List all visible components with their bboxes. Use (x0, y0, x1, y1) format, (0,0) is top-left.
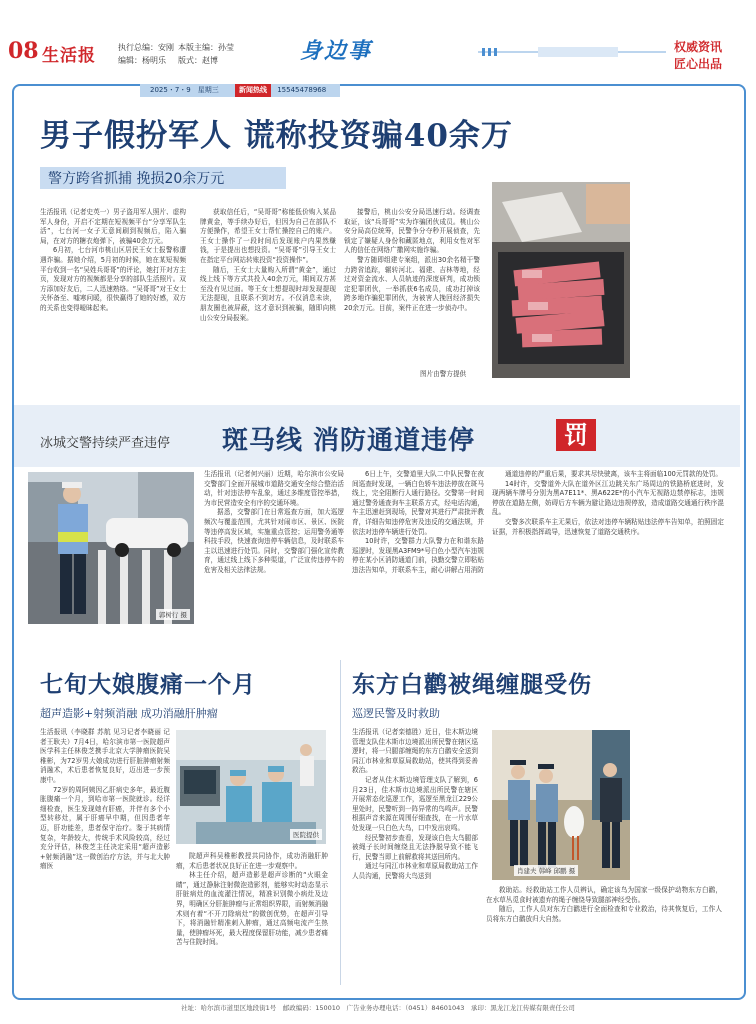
page-chief: 本版主编：孙莹 (178, 43, 234, 52)
section-title: 生活报 (42, 46, 96, 66)
story4-photo (492, 730, 630, 880)
dateline (140, 84, 340, 97)
story1-paragraph: 随后，王女士大量购入所谓“黄金”，通过线上线下等方式共投入40余万元，期间双方甚至没有见过面。等王女士想提现时却发现提现无法提现，且联系不到对方。不仅消息未读，朋友圈也被屏蔽，这才意识到被骗，随即向桃山公安分局报案。 (200, 265, 336, 322)
footer-info: 社址：哈尔滨市道里区地段街1号 邮政编码：150010 广告业务办理电话：（0451）84601043 承印：黑龙江龙江传媒有限责任公司 (181, 1004, 575, 1012)
story3-photo-credit: 医院提供 (290, 829, 322, 840)
column-banner: 身边事 (300, 38, 373, 64)
story3-paragraph: 院超声科吴稚彬教授共同协作，成功消融肝肿瘤，术后患者状况良好正在进一步观察中。 (176, 852, 328, 870)
story3-paragraph: 林主任介绍，超声造影是超声诊断的“火眼金睛”，通过静脉注射微泡造影剂，能够实时动态显示肝脏病灶的血流灌注情况，精准识别微小病灶及边界，明确区分肝脏肿瘤与正常组织界限，而射频消融术则有着“不开刀除病灶”的微创优势，在超声引导下，将消融针精准刺入肿瘤，通过高频电流产生热量，使肿瘤坏死，最大程度保留肝功能，减少患者痛苦与住院时间。 (176, 871, 328, 947)
story4-paragraph: 救助站。经救助站工作人员辨认，确定该鸟为国家一级保护动物东方白鹳，在水草丛觅食时被遗弃的绳子缠绕导致腿部神经受伤。 (486, 886, 722, 904)
story2-column-1 (204, 470, 344, 646)
story1-paragraph: 6月初，七台河市桃山区居民王女士报警称遭遇诈骗。据她介绍，5月初的时候，她在某短视频平台收到一名“吴姓兵哥哥”的评论，她打开对方主页，发现对方的视频都是分享的部队生活照片。双方添加好友后，二人迅速熟络。“吴哥哥”对王女士关怀备至、嘘寒问暖，很快赢得了她的好感，双方的关系也变得暧昧起来。 (40, 246, 186, 312)
story2-photo-credit: 郭树行 摄 (156, 609, 190, 620)
story2-paragraph: 6日上午，交警道里大队二中队民警在夜间巡查时发现，一辆白色轿车违法停放在斑马线上，完全阻断行人通行路径。交警第一时间通过警务通查询车主联系方式，经电话沟通，车主迅速赶到现场，民警对其进行严肃批评教育，详细告知违停危害及违反的交通法规，并依法对违停车辆进行处罚。 (352, 470, 484, 536)
story4-paragraph: 生活报讯（记者栾德胜）近日，佳木斯边境管理支队佳木斯市边境派出所民警在辖区巡逻时，将一只腿部缠绳的东方白鹳安全送到同江市林业和草原局救助站，使其得到妥善救治。 (352, 728, 478, 775)
slogan-line-2: 匠心出品 (674, 57, 723, 71)
story1-photo-credit: 图片由警方提供 (420, 370, 467, 378)
story4-column-2 (486, 886, 722, 984)
story4-paragraph: 经民警初步查看，发现该白色大鸟腿部被绳子长时间缠绕且无法挣脱导致不能飞行，民警当即上前解救将其送回所内。 (352, 833, 478, 861)
column-divider (340, 660, 341, 985)
hotline-number: 15545478968 (277, 86, 327, 94)
hotline-label: 新闻热线 (235, 84, 271, 97)
story1-column-2 (200, 208, 336, 396)
story4-photo-credit: 肖建夫 韩峰 邱鹏 摄 (514, 865, 578, 876)
story2-column-3 (492, 470, 724, 646)
story2-paragraph: 通道违停的严重后果，要求其尽快驶离，该车主将面临100元罚款的处罚。 (505, 470, 722, 478)
story2-paragraph: 交警多次联系车主无果后，依法对违停车辆粘贴违法停车告知单，拍照固定证据，并积极指挥疏导，迅速恢复了道路交通秩序。 (492, 517, 724, 536)
story1-paragraph: 接警后，桃山公安分局迅速行动。经调查取证，该“兵哥哥”实为诈骗团伙成员。桃山公安分局高位统筹，民警争分夺秒开展侦查，先锁定了嫌疑人身份和藏匿地点，利用女性对军人的信任在网络广撒网实施诈骗。 (344, 208, 480, 255)
story3-column-1 (40, 728, 170, 980)
story2-paragraph: 生活报讯（记者何兴丽）近期，哈尔滨市公安局交警部门全面开展城市道路交通安全综合整治活动，针对违法停车乱象，通过多维度管控举措，为市民营造安全有序的交通环境。 (204, 470, 344, 507)
issue-date: 2025・7・9 星期三 (150, 86, 219, 94)
story1-paragraph: 获取信任后，“吴哥哥”称能低价购入某品牌黄金，等手续办好后，但因为自己在部队不方便操作，希望王女士帮忙操控自己的账户。王女士操作了一段时间后发现账户内果然赚钱，于是提出也想投资。“吴哥哥”引导王女士在指定平台网站转账投资“投资操作”。 (200, 208, 336, 264)
stripes-icon (478, 45, 666, 59)
header-decoration (478, 44, 666, 58)
story3-column-2 (176, 852, 328, 986)
story2-photo (28, 472, 194, 624)
story2-paragraph: 据悉，交警部门在日常巡查方面，加大巡逻频次与覆盖范围，尤其针对闹市区、景区、医院等违停高发区域，实施重点管控；运用警务通等科技手段，快速查询违停车辆信息，及时联系车主以迅速进行处罚。同时，交警部门强化宣传教育，通过线上线下多种渠道，广泛宣传违停车的危害及相关法律法规。 (204, 508, 344, 574)
story1-paragraph: 警方随即组建专案组，派出30余名精干警力跨省追踪，辗转河北、福建、吉林等地，经过对资金流水、人员轨迹的深度研判，成功锁定犯罪团伙，一举抓获6名成员，成功打掉该跨多地诈骗犯罪团伙，为被害人挽回经济损失20余万元。目前，案件正在进一步侦办中。 (344, 255, 480, 312)
story1-paragraph: 生活报讯（记者史英一）男子盗用军人照片、虚构军人身份，开启不定期在短视频平台“分享军队生活”，七台河一女子无意间刷到视频后，陷入骗局，在对方的糖衣炮弹下，被骗40余万元。 (40, 208, 186, 245)
story3-headline: 七旬大娘腹痛一个月 (40, 671, 256, 698)
story1-headline: 男子假扮军人 谎称投资骗40余万 (40, 118, 513, 154)
editor-credit: 编辑：杨明乐 (118, 56, 166, 65)
story3-subheadline: 超声造影+射频消融 成功消融肝肿瘤 (40, 707, 218, 720)
exec-editor: 执行总编：安刚 (118, 43, 174, 52)
story4-column-1 (352, 728, 478, 980)
story4-paragraph: 通过与同江市林业和草原局救助站工作人员沟通，民警将大鸟送到 (352, 862, 478, 880)
story4-subheadline: 巡逻民警及时救助 (352, 707, 440, 720)
traffic-officer-photo-icon (28, 472, 194, 624)
story1-photo (492, 182, 630, 378)
design-credit: 版式：赵博 (178, 56, 218, 65)
story1-subheadline: 警方跨省抓捕 挽损20余万元 (48, 171, 225, 187)
story4-paragraph: 随后，工作人员对东方白鹳进行全面检查和专业救治，待其恢复后，工作人员将东方白鹳放归大自然。 (486, 905, 722, 923)
story2-subheadline: 冰城交警持续严查违停 (40, 436, 171, 451)
story2-paragraph: 10时许，交警群力大队警力在和谐东路巡逻时，发现黑A3FM9*号白色小型汽车违规停在某小区消防通道门前，执勤交警立即粘贴违法告知单，并联系车主，耐心讲解占用消防 (352, 537, 484, 574)
page-number: 08 (8, 38, 39, 64)
story1-column-1 (40, 208, 186, 396)
story4-headline: 东方白鹳被绳缠腿受伤 (352, 671, 592, 698)
penalty-badge: 罚 (556, 419, 596, 451)
story3-photo (176, 730, 326, 844)
story4-paragraph: 记者从佳木斯边境管理支队了解到，6月23日，佳木斯市边境派出所民警在辖区开展常态化巡逻工作，巡逻至黑龙江229公里处时，民警听到一阵异常的鸟鸣声。民警根据声音来源在周围仔细查找，在一片水草处发现一只白色大鸟，口中发出哀鸣。 (352, 775, 478, 832)
cash-photo-icon (492, 182, 630, 378)
story1-subheadline-bar (40, 167, 286, 189)
stork-rescue-photo-icon (492, 730, 630, 880)
story2-headline: 斑马线 消防通道违停 (222, 426, 476, 456)
story2-column-2 (352, 470, 484, 646)
story3-paragraph: 生活报讯（李晓群 苏航 见习记者李晓丽 记者王耿夫）7月4日，哈尔滨市第一医院超声医学科主任林俊芝携手北京大学肿瘤医院吴稚彬，为72岁男大娘成功进行肝脏肿瘤射频消融术，术后患者恢复良好，迈出进一步预康中。 (40, 728, 170, 784)
medical-procedure-photo-icon (176, 730, 326, 844)
story3-paragraph: 72岁的周阿姨因乙肝病史多年，最近腹胀腹痛一个月，到哈市第一医院就诊。经详细检查，医生发现她有肝癌，并伴有多个小型转移灶，属于肝癌早中期，但因患者年迈，肝功能差，患者保守治疗。鉴于其病情复杂，年龄较大，传统手术风险较高，经过充分评估，林俊芝主任决定采用“超声造影+射频消融”这一微创治疗方法，并与北大肿瘤医 (40, 785, 170, 871)
story2-paragraph: 14时许，交警道外大队在道外区江边跳关东广场周边的铁路桥底进时，发现两辆车牌号分别为黑A7E11*、黑A622E*的小汽车无视路边禁停标志，违规停放在道路左侧，妨碍后方车辆为避让路边违规停放，造成道路交通通行秩序混乱。 (492, 479, 724, 517)
slogan-line-1: 权威资讯 (674, 40, 723, 54)
